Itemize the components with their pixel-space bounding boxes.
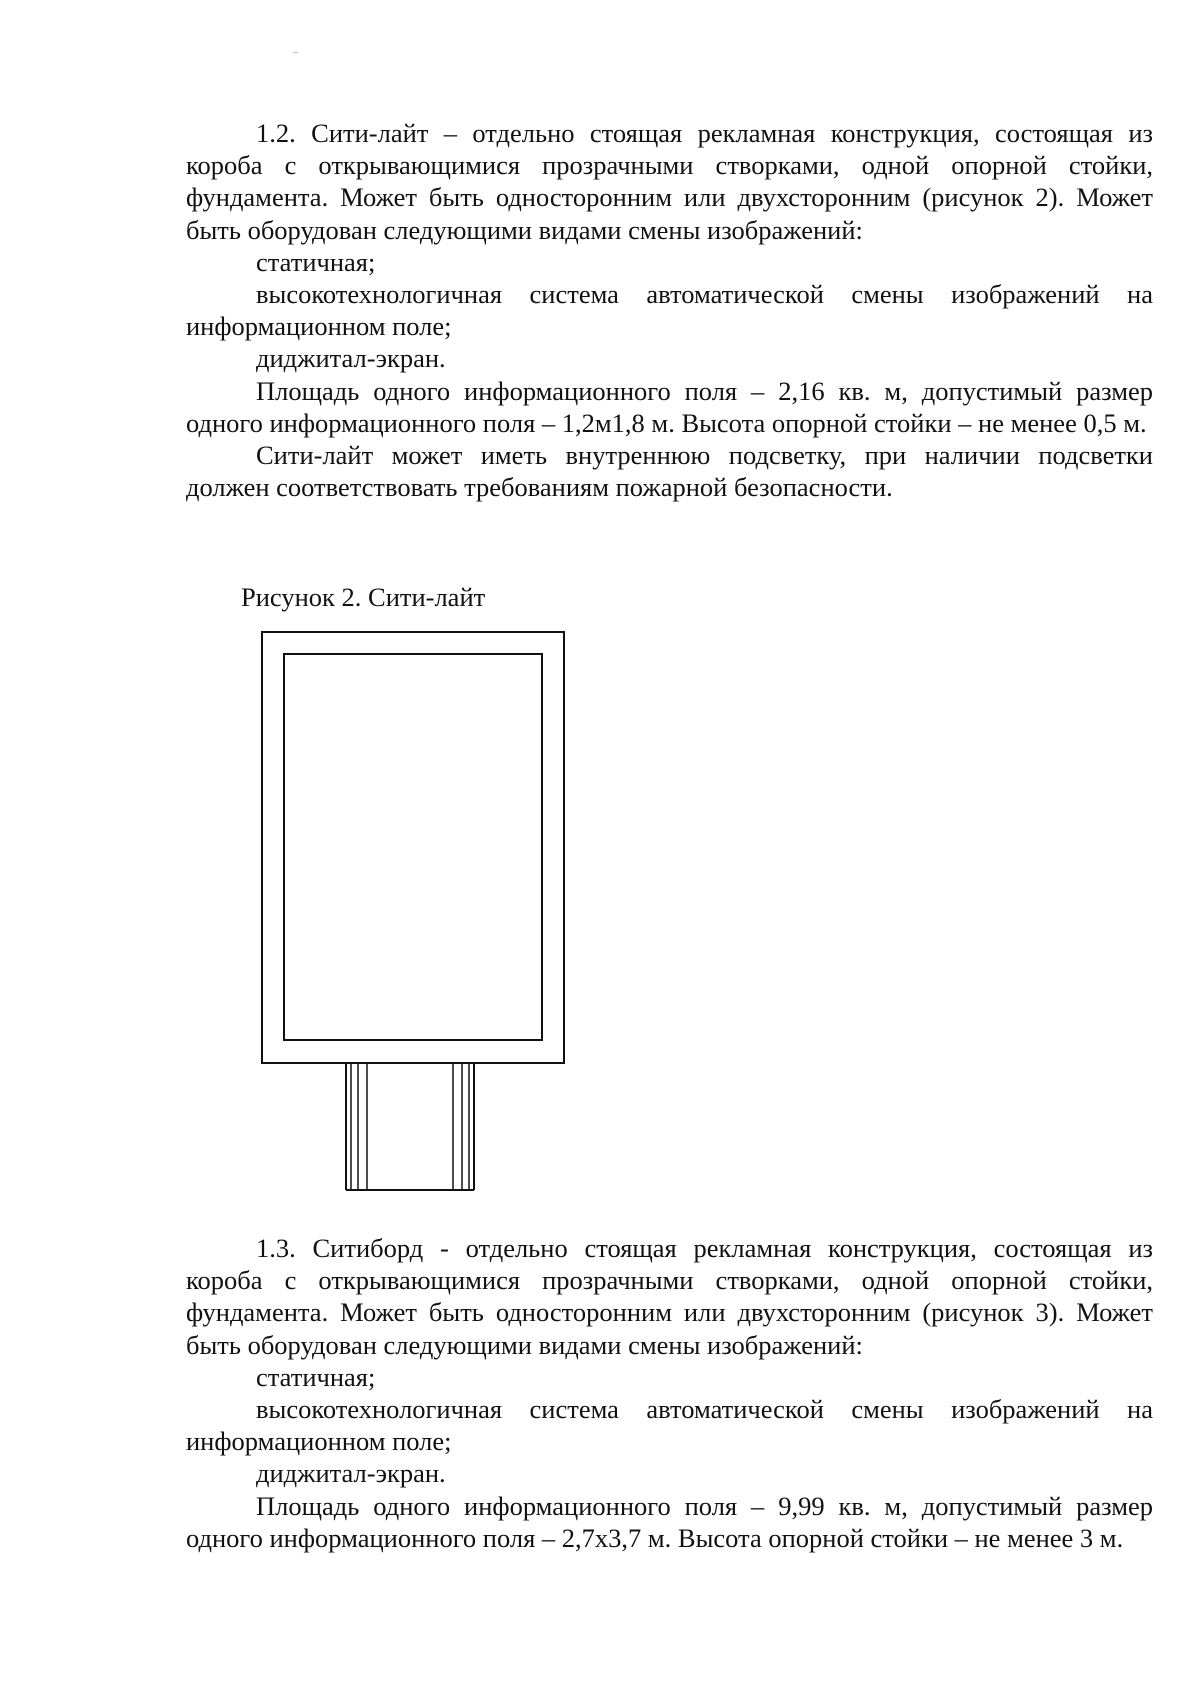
section-1-2-list-item-3: диджитал-экран.	[256, 343, 446, 374]
section-1-2	[186, 117, 1153, 503]
section-1-3-list-item-1: статичная;	[256, 1361, 376, 1392]
section-1-3	[186, 1232, 1153, 1554]
section-1-3-intro: 1.3. Ситиборд - отдельно стоящая рекламная конструкция, состоящая из короба с открывающимися прозрачными створками, одной опорной стойки, фундамента. Может быть односторонним или двухсторонним (рисунок 3). Может быть оборудован следующими видами смены изображений:	[186, 1233, 1153, 1360]
section-1-3-list-item-3: диджитал-экран.	[256, 1458, 446, 1489]
section-1-3-list-item-2: высокотехнологичная система автоматической смены изображений на информационном поле;	[186, 1394, 1153, 1457]
section-1-2-area: Площадь одного информационного поля – 2,16 кв. м, допустимый размер одного информационного поля – 1,2м1,8 м. Высота опорной стойки – не менее 0,5 м.	[186, 375, 1153, 438]
figure-2-caption: Рисунок 2. Сити-лайт	[241, 582, 486, 612]
scan-mark	[293, 52, 298, 53]
section-1-2-intro: 1.2. Сити-лайт – отдельно стоящая рекламная конструкция, состоящая из короба с открывающимися прозрачными створками, одной опорной стойки, фундамента. Может быть односторонним или двухсторонним (рисунок 2). Может быть оборудован следующими видами смены изображений:	[186, 118, 1153, 245]
panel-inner-frame	[284, 654, 542, 1040]
section-1-2-lighting: Сити-лайт может иметь внутреннюю подсветку, при наличии подсветки должен соответствовать требованиям пожарной безопасности.	[186, 440, 1153, 503]
section-1-2-list-item-2: высокотехнологичная система автоматической смены изображений на информационном поле;	[186, 279, 1153, 342]
section-1-3-area: Площадь одного информационного поля – 9,99 кв. м, допустимый размер одного информационного поля – 2,7х3,7 м. Высота опорной стойки – не менее 3 м.	[186, 1490, 1153, 1553]
section-1-2-list-item-1: статичная;	[256, 246, 376, 277]
figure-2-city-light-drawing	[260, 630, 570, 1194]
panel-outer-frame	[262, 632, 564, 1063]
